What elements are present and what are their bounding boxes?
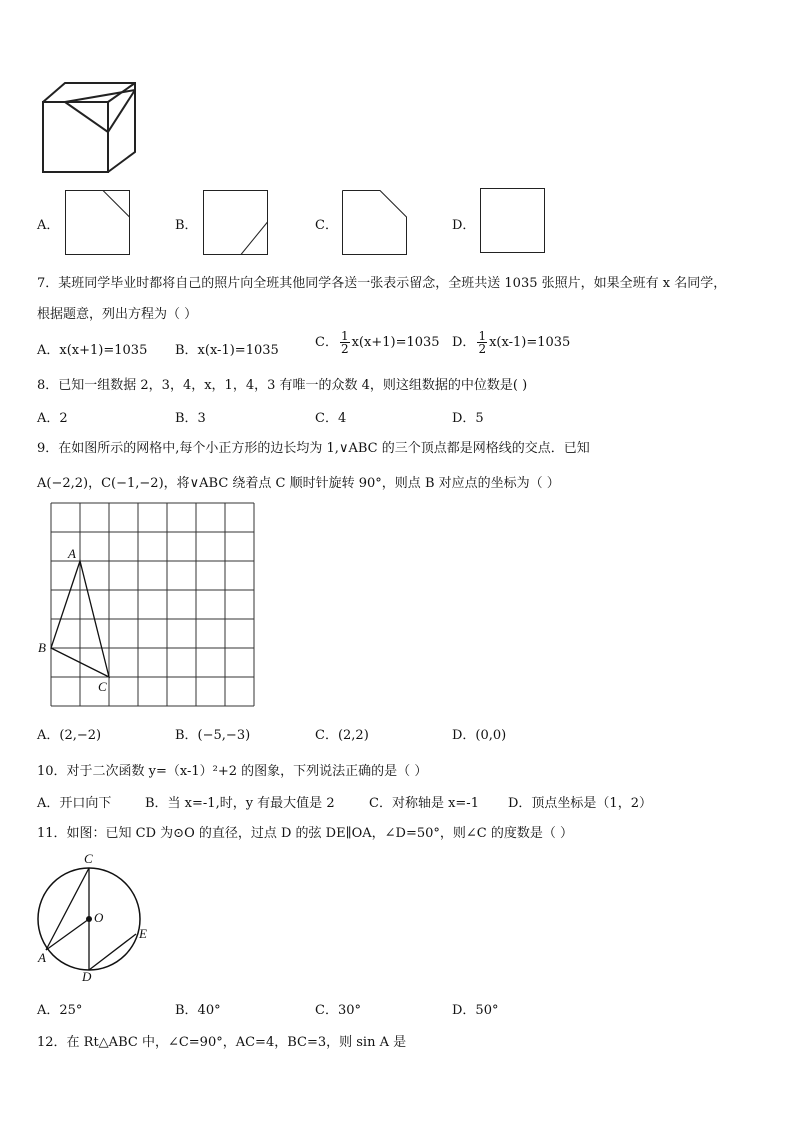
q6-cube-figure [40,80,140,180]
q7-option-c [315,330,440,355]
q6-option-c-label: C． [315,218,338,233]
q7-option-b: B．x(x-1)=1035 [175,343,279,358]
q11-circle-figure [30,858,150,978]
q9-option-c: C．(2,2) [315,728,369,743]
q9-stem-line2: A(−2,2)，C(−1,−2)，将∨ABC 绕着点 C 顺时针旋转 90°，则点 B 对应点的坐标为（ ） [37,476,560,491]
q6-option-d-label: D． [452,218,476,233]
q7-option-d-denominator: 2 [478,342,487,356]
q11-label-d: D [82,969,92,984]
q6-option-d-figure [480,188,546,254]
q8-stem: 8．已知一组数据 2，3，4，x，1，4，3 有唯一的众数 4，则这组数据的中位数是( ) [37,378,528,393]
q8-option-a: A．2 [37,411,68,426]
q6-option-a-figure [65,190,131,256]
q9-stem-line1: 9．在如图所示的网格中,每个小正方形的边长均为 1,∨ABC 的三个顶点都是网格线的交点．已知 [37,441,590,456]
q7-option-d-prefix: D． [452,335,476,350]
q9-grid-figure [50,502,260,708]
q7-option-d-fraction [477,330,487,355]
q8-option-b: B．3 [175,411,206,426]
q7-option-d-rest: x(x-1)=1035 [489,335,571,350]
q7-option-c-numerator: 1 [340,329,349,343]
q11-option-d: D．50° [452,1003,499,1018]
q7-option-d [452,330,570,355]
q9-option-d: D．(0,0) [452,728,507,743]
q11-label-a: A [38,950,46,965]
q9-label-b: B [38,640,46,655]
q6-option-c-figure [342,190,408,256]
q6-option-a-label: A． [37,218,60,233]
q11-stem: 11．如图：已知 CD 为⊙O 的直径，过点 D 的弦 DE∥OA，∠D=50°，则∠C 的度数是（ ） [37,826,573,841]
q11-label-c: C [84,851,93,866]
q8-option-c: C．4 [315,411,347,426]
q7-stem-line1: 7．某班同学毕业时都将自己的照片向全班其他同学各送一张表示留念，全班共送 1035 张照片，如果全班有 x 名同学， [37,276,727,291]
q11-label-e: E [139,926,147,941]
q7-option-a: A．x(x+1)=1035 [37,343,148,358]
q6-option-b-label: B． [175,218,198,233]
q9-label-a: A [68,546,76,561]
q9-option-a: A．(2,−2) [37,728,102,743]
q6-option-b-figure [203,190,269,256]
q11-label-o: O [94,910,104,925]
q10-stem: 10．对于二次函数 y=（x-1）²+2 的图象，下列说法正确的是（ ） [37,764,428,779]
q8-option-d: D．5 [452,411,484,426]
q7-option-d-numerator: 1 [478,329,487,343]
q9-option-b: B．(−5,−3) [175,728,251,743]
q9-label-c: C [98,679,107,694]
q12-stem: 12．在 Rt△ABC 中，∠C=90°，AC=4，BC=3，则 sin A 是 [37,1035,407,1050]
q7-option-c-fraction [340,330,350,355]
q11-option-a: A．25° [37,1003,83,1018]
q11-option-c: C．30° [315,1003,361,1018]
q10-option-b: B．当 x=-1,时，y 有最大值是 2 [145,796,335,811]
q7-stem-line2: 根据题意，列出方程为（ ） [37,307,198,322]
q10-option-d: D．顶点坐标是（1，2） [508,796,652,811]
q7-option-c-denominator: 2 [340,342,349,356]
q10-option-a: A．开口向下 [37,796,112,811]
q11-option-b: B．40° [175,1003,221,1018]
q10-option-c: C．对称轴是 x=-1 [369,796,479,811]
q7-option-c-rest: x(x+1)=1035 [351,335,440,350]
q7-option-c-prefix: C． [315,335,338,350]
